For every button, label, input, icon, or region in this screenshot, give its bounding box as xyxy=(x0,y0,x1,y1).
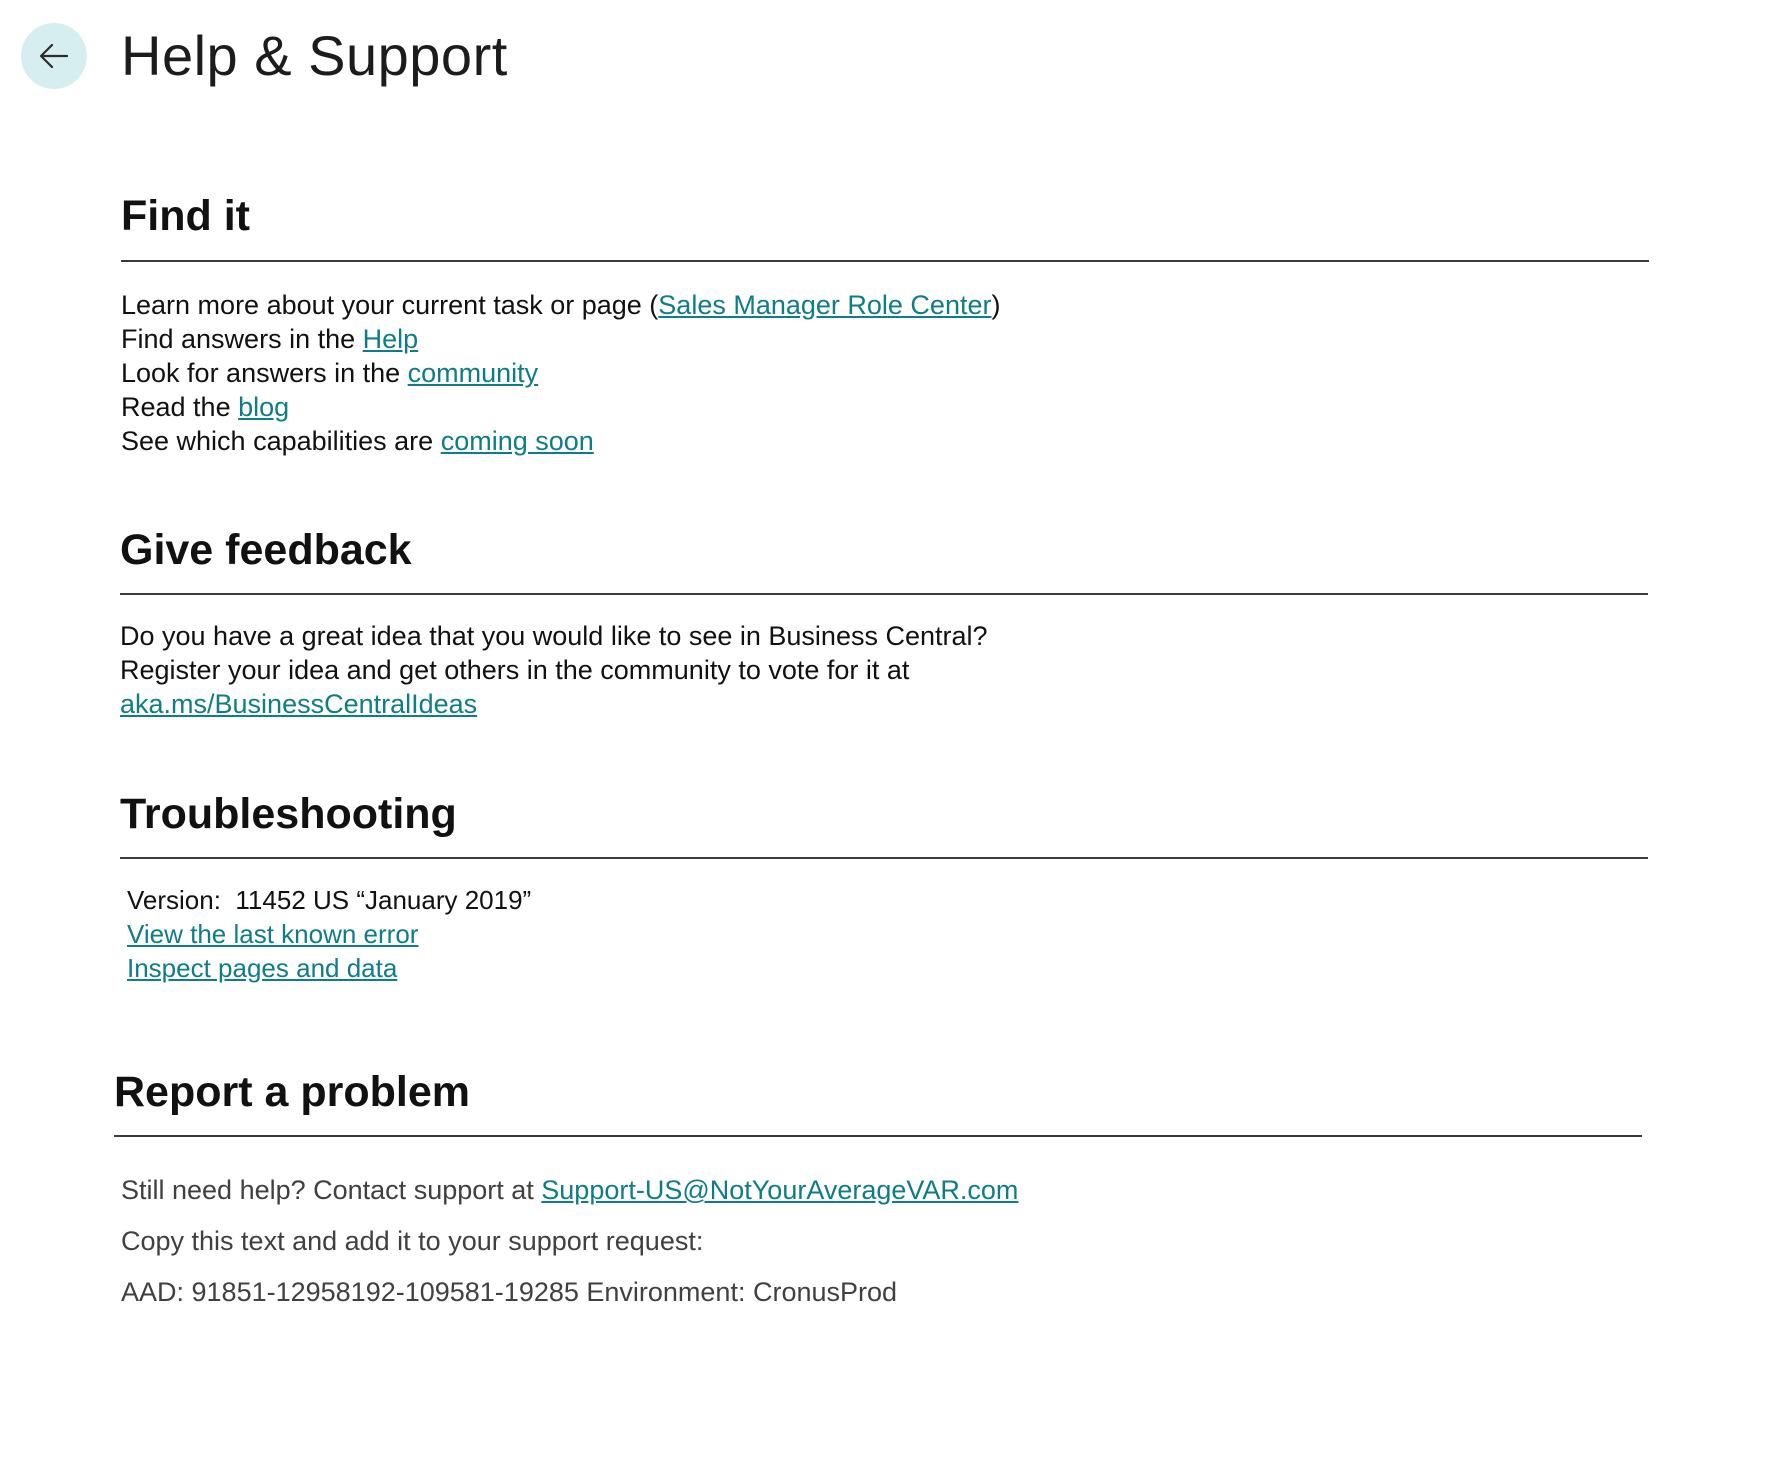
coming-soon-link[interactable]: coming soon xyxy=(440,426,594,456)
page-title: Help & Support xyxy=(121,24,508,87)
arrow-left-icon xyxy=(37,39,71,73)
contact-support-line: Still need help? Contact support at Support-US@NotYourAverageVAR.com xyxy=(121,1175,1019,1205)
support-info-text[interactable]: AAD: 91851-12958192-109581-19285 Environment: CronusProd xyxy=(121,1277,898,1307)
help-link[interactable]: Help xyxy=(362,324,419,354)
blog-line: Read the blog xyxy=(121,392,290,422)
version-value: 11452 US “January 2019” xyxy=(235,885,532,915)
give-feedback-divider xyxy=(120,593,1648,595)
troubleshooting-section xyxy=(120,786,1648,983)
back-button[interactable] xyxy=(21,23,87,89)
report-problem-heading: Report a problem xyxy=(114,1068,470,1116)
community-link[interactable]: community xyxy=(407,358,539,388)
coming-soon-line: See which capabilities are coming soon xyxy=(121,426,594,456)
help-line: Find answers in the Help xyxy=(121,324,419,354)
feedback-instruction: Register your idea and get others in the community to vote for it at xyxy=(120,655,910,685)
version-line xyxy=(127,883,531,917)
business-central-ideas-link[interactable]: aka.ms/BusinessCentralIdeas xyxy=(120,689,478,719)
find-it-divider xyxy=(121,260,1649,262)
find-it-heading: Find it xyxy=(121,192,250,240)
troubleshooting-divider xyxy=(120,857,1648,859)
troubleshooting-heading: Troubleshooting xyxy=(120,790,457,838)
copy-instruction: Copy this text and add it to your support request: xyxy=(121,1226,704,1256)
current-task-line: Learn more about your current task or page (Sales Manager Role Center) xyxy=(121,290,1001,320)
community-line: Look for answers in the community xyxy=(121,358,539,388)
report-problem-divider xyxy=(114,1135,1642,1137)
find-it-section xyxy=(121,188,1649,456)
version-label: Version: xyxy=(127,885,221,915)
last-known-error-link[interactable]: View the last known error xyxy=(127,919,419,949)
role-center-link[interactable]: Sales Manager Role Center xyxy=(658,290,992,320)
feedback-question: Do you have a great idea that you would like to see in Business Central? xyxy=(120,621,988,651)
blog-link[interactable]: blog xyxy=(238,392,290,422)
give-feedback-section xyxy=(120,522,1648,719)
inspect-pages-link[interactable]: Inspect pages and data xyxy=(127,953,398,983)
report-problem-section xyxy=(114,1064,1642,1307)
give-feedback-heading: Give feedback xyxy=(120,526,412,574)
support-email-link[interactable]: Support-US@NotYourAverageVAR.com xyxy=(541,1175,1019,1205)
